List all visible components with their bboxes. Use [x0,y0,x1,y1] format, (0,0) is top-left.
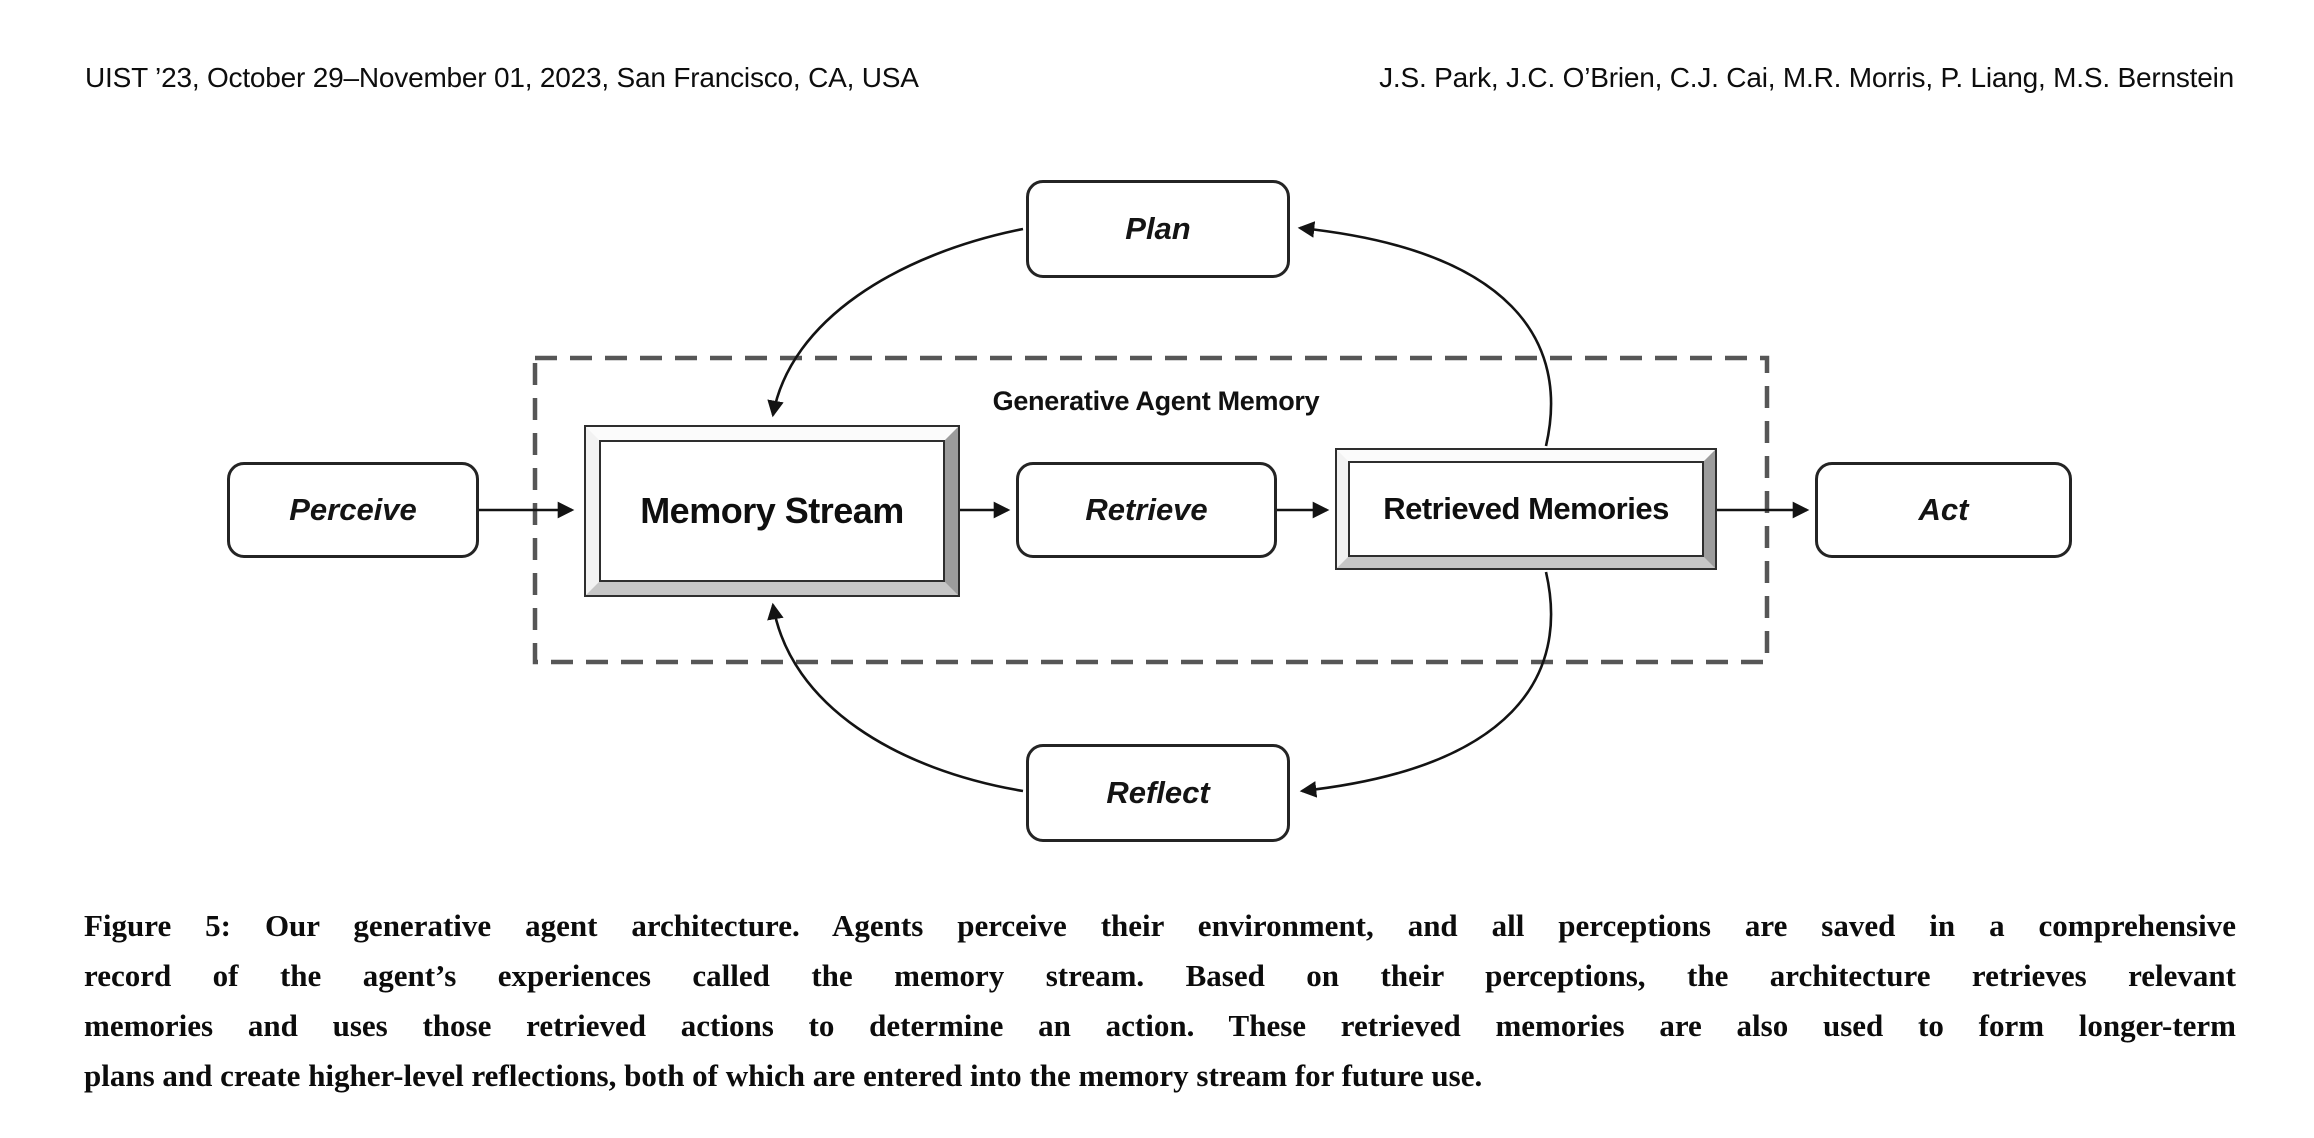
caption-line: Figure 5: Our generative agent architecture. Agents perceive their environment, and all perceptions are saved in a comprehensive [84,908,2236,943]
caption-line: plans and create higher-level reflections, both of which are entered into the memory stream for future use. [84,1058,1483,1093]
retrieve-label: Retrieve [1085,492,1208,527]
curve-reflect-to-memory-stream [773,605,1023,791]
perceive-box [227,462,479,558]
author-list: J.S. Park, J.C. O’Brien, C.J. Cai, M.R. Morris, P. Liang, M.S. Bernstein [1379,62,2234,93]
reflect-label: Reflect [1106,775,1210,810]
act-box [1815,462,2072,558]
retrieved-memories-label: Retrieved Memories [1383,491,1669,526]
caption-line: memories and uses those retrieved actions to determine an action. These retrieved memories are also used to form longer-term [84,1008,2236,1043]
caption-line: record of the agent’s experiences called the memory stream. Based on their perceptions, the architecture retrieves relevant [84,958,2236,993]
retrieved-memories-box [1335,448,1717,570]
memory-stream-box [584,425,960,597]
plan-box [1026,180,1290,278]
conference-info: UIST ’23, October 29–November 01, 2023, San Francisco, CA, USA [85,62,919,93]
memory-region-label: Generative Agent Memory [992,386,1320,416]
curve-retrieved-memories-to-reflect [1302,572,1551,791]
memory-stream-label: Memory Stream [640,490,904,531]
retrieve-box [1016,462,1277,558]
figure-caption [84,901,2236,1101]
reflect-box [1026,744,1290,842]
perceive-label: Perceive [289,492,417,527]
act-label: Act [1918,492,1969,527]
plan-label: Plan [1125,211,1191,246]
